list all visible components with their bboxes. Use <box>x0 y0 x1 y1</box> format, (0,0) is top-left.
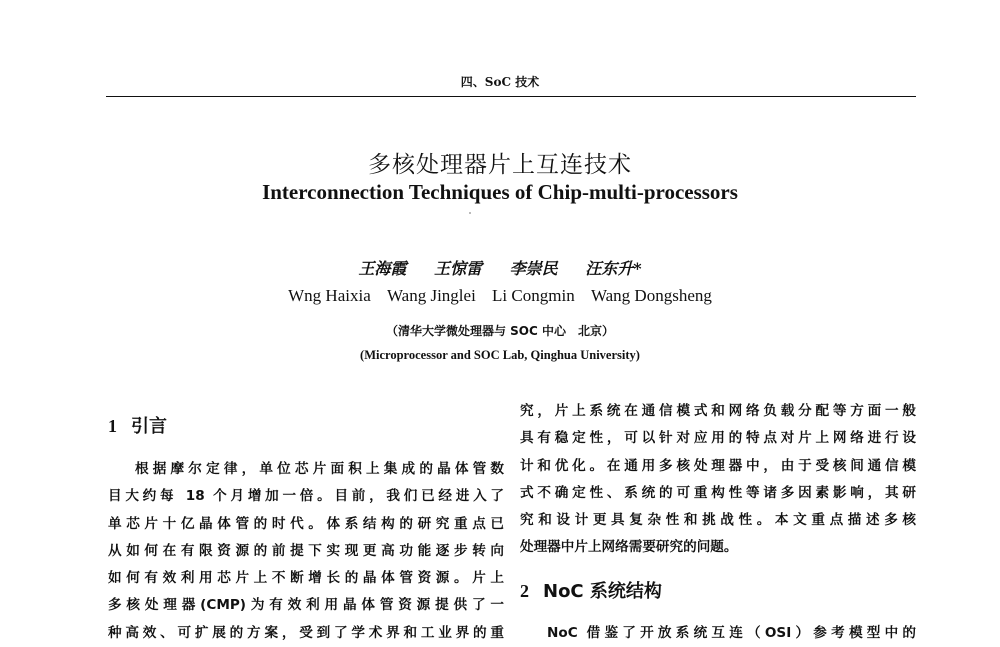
section-number: 2 <box>520 580 529 601</box>
running-head: 四、SoC 技术 <box>460 75 540 89</box>
author-zh-2: 王惊雷 <box>434 259 483 278</box>
text-line: 究，片上系统在通信模式和网络负载分配等方面一般 <box>520 403 916 419</box>
authors-chinese <box>0 256 1000 279</box>
author-en-4: Wang Dongsheng <box>590 286 712 305</box>
text-line: 根据摩尔定律，单位芯片面积上集成的晶体管数 <box>135 461 504 477</box>
header-rule <box>106 96 916 97</box>
section-title: NoC 系统结构 <box>543 580 662 602</box>
author-en-1: Wng Haixia <box>288 286 371 305</box>
affiliation-chinese: （清华大学微处理器与 SOC 中心 北京） <box>385 324 614 338</box>
continued-paragraph <box>520 398 916 562</box>
stray-dot <box>469 212 471 214</box>
text-line: 目大约每 18 个月增加一倍。目前，我们已经进入了 <box>108 488 504 505</box>
text-line: 式不确定性、系统的可重构性等诸多因素影响，其研 <box>520 484 916 501</box>
text-line: 单芯片十亿晶体管的时代。体系结构的研究重点已 <box>108 515 504 532</box>
authors-english <box>0 286 1000 306</box>
author-en-2: Wang Jinglei <box>386 286 476 305</box>
text-line: 具有稳定性，可以针对应用的特点对片上网络进行设 <box>520 430 916 447</box>
text-line: 从如何在有限资源的前提下实现更高功能逐步转向 <box>108 542 504 559</box>
section-title: 引言 <box>131 416 167 437</box>
section-1-heading <box>108 414 504 438</box>
intro-paragraph <box>108 456 504 647</box>
text-line: NoC 借鉴了开放系统互连（OSI）参考模型中的 <box>547 624 916 641</box>
affiliation-english: (Microprocessor and SOC Lab, Qinghua University) <box>360 348 640 362</box>
section-number: 1 <box>108 416 117 436</box>
text-line: 究和设计更具复杂性和挑战性。本文重点描述多核 <box>520 512 916 529</box>
author-en-3: Li Congmin <box>492 286 575 305</box>
text-line: 多核处理器(CMP)为有效利用晶体管资源提供了一 <box>108 597 504 614</box>
author-zh-1: 王海霞 <box>358 259 407 278</box>
text-line: 处理器中片上网络需要研究的问题。 <box>520 539 738 556</box>
text-line: 种高效、可扩展的方案，受到了学术界和工业界的重 <box>108 624 504 641</box>
right-column <box>520 398 916 647</box>
title-english: Interconnection Techniques of Chip-multi-processors <box>262 180 738 204</box>
section-2-heading <box>520 579 916 603</box>
section-2-paragraph <box>520 620 916 647</box>
author-zh-4: 汪东升* <box>585 259 642 278</box>
title-chinese: 多核处理器片上互连技术 <box>368 152 632 178</box>
left-column <box>108 414 504 647</box>
text-line: 计和优化。在通用多核处理器中，由于受核间通信模 <box>520 457 916 474</box>
text-line: 如何有效利用芯片上不断增长的晶体管资源。片上 <box>108 570 504 587</box>
author-zh-3: 李崇民 <box>509 259 558 278</box>
